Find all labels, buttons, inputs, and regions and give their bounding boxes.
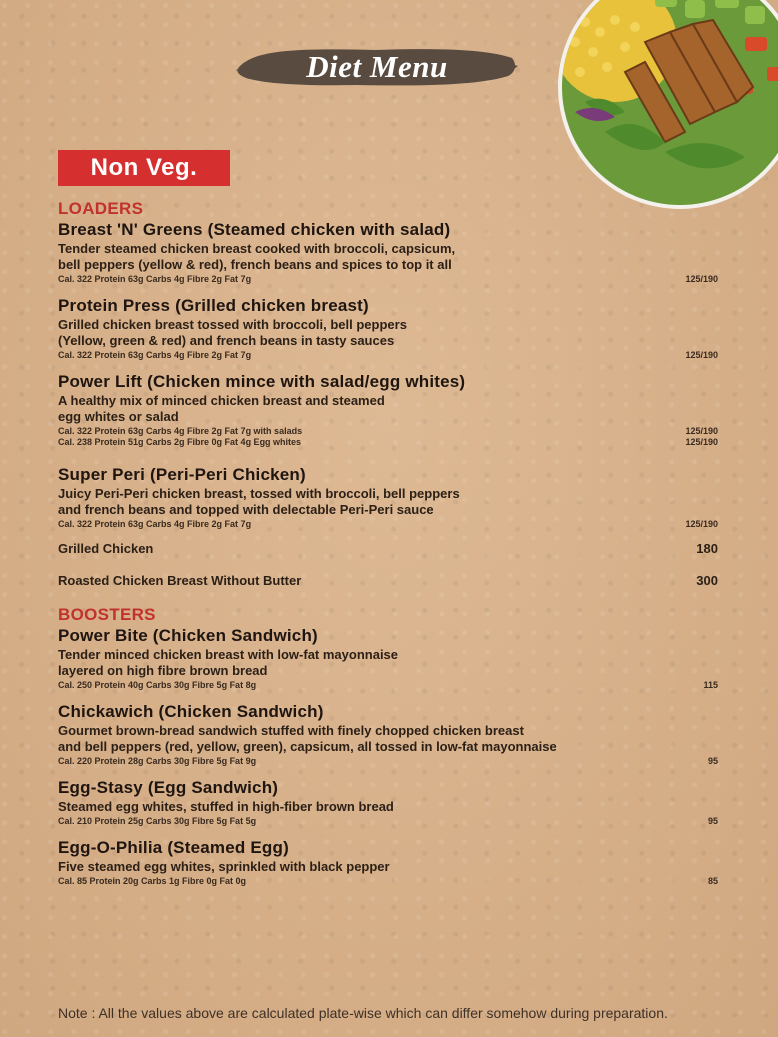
item-price: 180 — [696, 541, 718, 556]
item-name: Grilled Chicken — [58, 541, 154, 556]
item-name: Egg-O-Philia (Steamed Egg) — [58, 838, 289, 857]
nutrition-info: Cal. 220 Protein 28g Carbs 30g Fibre 5g Fat 9g — [58, 756, 257, 766]
nutrition-row — [58, 350, 718, 361]
item-price: 125/190 — [685, 519, 718, 529]
item-name: Power Lift (Chicken mince with salad/egg whites) — [58, 372, 466, 391]
item-description: Tender steamed chicken breast cooked with broccoli, capsicum, — [58, 241, 456, 256]
item-description: Steamed egg whites, stuffed in high-fiber brown bread — [58, 799, 394, 814]
nutrition-row — [58, 756, 718, 767]
item-name: Protein Press (Grilled chicken breast) — [58, 296, 369, 315]
menu-item-power-bite — [58, 626, 718, 691]
item-description: and bell peppers (red, yellow, green), capsicum, all tossed in low-fat mayonnaise — [58, 739, 557, 754]
section-heading-loaders: LOADERS — [58, 199, 144, 218]
nutrition-info: Cal. 238 Protein 51g Carbs 2g Fibre 0g Fat 4g Egg whites — [58, 437, 302, 447]
item-price: 125/190 — [685, 437, 718, 447]
item-price: 125/190 — [685, 350, 718, 360]
nutrition-row — [58, 437, 718, 448]
item-description: A healthy mix of minced chicken breast and steamed — [58, 393, 385, 408]
section-heading-boosters: BOOSTERS — [58, 605, 156, 624]
page-title: Diet Menu — [306, 49, 448, 84]
menu-item-super-peri — [58, 465, 718, 530]
non-veg-badge: Non Veg. — [58, 150, 230, 186]
nutrition-info: Cal. 322 Protein 63g Carbs 4g Fibre 2g Fat 7g with salads — [58, 426, 303, 436]
item-description: (Yellow, green & red) and french beans in tasty sauces — [58, 333, 395, 348]
menu-item-egg-o-philia — [58, 838, 718, 887]
salad-bowl-image — [545, 0, 778, 224]
item-name: Super Peri (Peri-Peri Chicken) — [58, 465, 306, 484]
nutrition-info: Cal. 210 Protein 25g Carbs 30g Fibre 5g Fat 5g — [58, 816, 257, 826]
item-price: 115 — [703, 680, 718, 690]
item-description: and french beans and topped with delectable Peri-Peri sauce — [58, 502, 434, 517]
item-price: 125/190 — [685, 426, 718, 436]
nutrition-row — [58, 519, 718, 530]
nutrition-row — [58, 876, 718, 887]
item-name: Chickawich (Chicken Sandwich) — [58, 702, 324, 721]
menu-item-protein-press — [58, 296, 718, 361]
menu-title-banner — [236, 44, 518, 90]
item-description: Five steamed egg whites, sprinkled with black pepper — [58, 859, 390, 874]
menu-item-egg-stasy — [58, 778, 718, 827]
menu-item-power-lift — [58, 372, 718, 448]
item-name: Power Bite (Chicken Sandwich) — [58, 626, 318, 645]
item-price: 85 — [707, 876, 718, 886]
nutrition-info: Cal. 322 Protein 63g Carbs 4g Fibre 2g Fat 7g — [58, 274, 252, 284]
nutrition-row — [58, 426, 718, 437]
item-price: 125/190 — [685, 274, 718, 284]
item-name: Roasted Chicken Breast Without Butter — [58, 573, 302, 588]
item-description: Tender minced chicken breast with low-fat mayonnaise — [58, 647, 399, 662]
item-price: 300 — [696, 573, 718, 588]
item-price: 95 — [707, 756, 718, 766]
nutrition-row — [58, 816, 718, 827]
item-description: Grilled chicken breast tossed with broccoli, bell peppers — [58, 317, 407, 332]
menu-item-breast-n-greens — [58, 220, 718, 285]
item-description: layered on high fibre brown bread — [58, 663, 268, 678]
menu-item-chickawich — [58, 702, 718, 767]
nutrition-info: Cal. 85 Protein 20g Carbs 1g Fibre 0g Fat 0g — [58, 876, 247, 886]
item-name: Egg-Stasy (Egg Sandwich) — [58, 778, 279, 797]
item-description: bell peppers (yellow & red), french beans and spices to top it all — [58, 257, 452, 272]
nutrition-info: Cal. 250 Protein 40g Carbs 30g Fibre 5g Fat 8g — [58, 680, 257, 690]
nutrition-row — [58, 680, 718, 691]
item-name: Breast 'N' Greens (Steamed chicken with salad) — [58, 220, 451, 239]
item-description: Gourmet brown-bread sandwich stuffed with finely chopped chicken breast — [58, 723, 524, 738]
item-description: Juicy Peri-Peri chicken breast, tossed with broccoli, bell peppers — [58, 486, 460, 501]
nutrition-info: Cal. 322 Protein 63g Carbs 4g Fibre 2g Fat 7g — [58, 519, 252, 529]
footnote: Note : All the values above are calculated plate-wise which can differ somehow during preparation. — [58, 1005, 668, 1021]
nutrition-row — [58, 274, 718, 285]
menu-item-grilled-chicken — [58, 541, 718, 556]
item-price: 95 — [707, 816, 718, 826]
item-description: egg whites or salad — [58, 409, 179, 424]
menu-item-roasted-chicken — [58, 573, 718, 588]
nutrition-info: Cal. 322 Protein 63g Carbs 4g Fibre 2g Fat 7g — [58, 350, 252, 360]
